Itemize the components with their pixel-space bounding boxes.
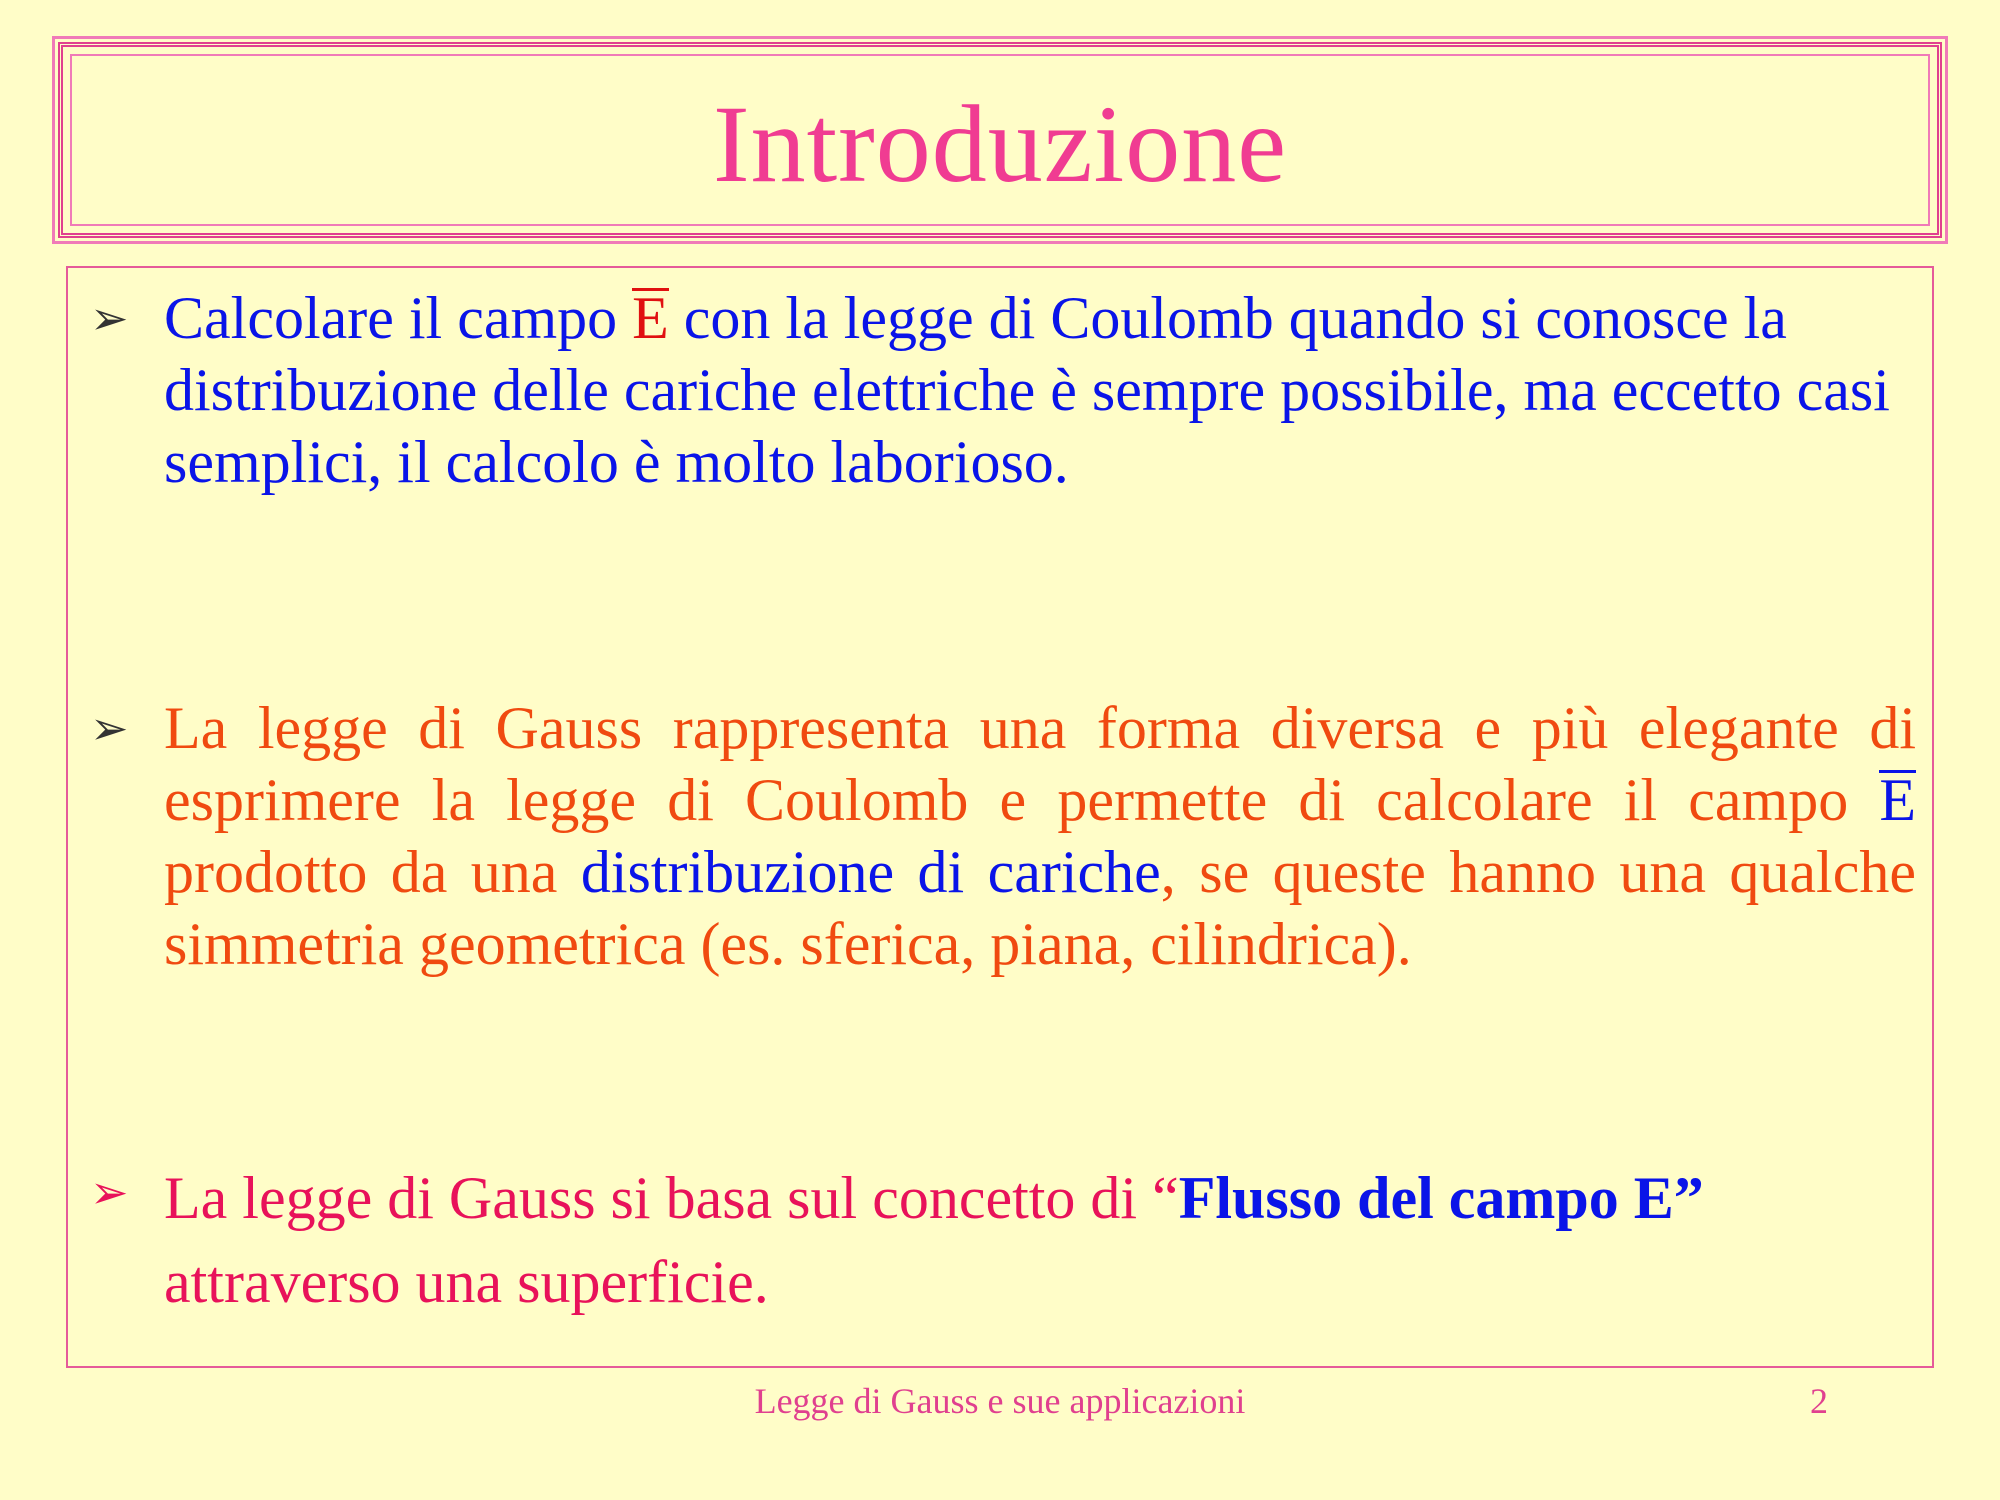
vector-e-symbol: E <box>632 282 669 354</box>
page-number: 2 <box>1810 1381 1828 1421</box>
arrow-bullet-icon: ➢ <box>90 701 129 755</box>
bullet-2-text <box>164 692 1916 980</box>
vector-e-symbol: E <box>1879 764 1916 836</box>
bullet-3-text <box>164 1156 1916 1324</box>
title-frame <box>58 42 1942 238</box>
bullet-1-text <box>164 282 1916 498</box>
bullet-1-part1: Calcolare il campo <box>164 285 633 351</box>
arrow-bullet-icon: ➢ <box>90 1165 129 1219</box>
bullet-3-part2: attraverso una superficie. <box>164 1249 769 1315</box>
bullet-2-part2: prodotto da una <box>164 839 581 905</box>
bullet-2-highlight: distribuzione di cariche <box>580 839 1161 905</box>
bullet-2-part3: , se queste hanno una qualche simmetria geometrica (es. sferica, piana, cilindrica). <box>164 839 1916 977</box>
arrow-bullet-icon: ➢ <box>90 291 129 345</box>
footer-title: Legge di Gauss e sue applicazioni <box>754 1381 1246 1421</box>
bullet-3-highlight: Flusso del campo E” <box>1178 1165 1704 1231</box>
slide-title: Introduzione <box>712 82 1288 205</box>
bullet-3-part1: La legge di Gauss si basa sul concetto di “ <box>164 1165 1179 1231</box>
content-frame <box>66 266 1934 1368</box>
bullet-1-part2: con la legge di Coulomb quando si conosce la distribuzione delle cariche elettriche è sempre possibile, ma eccetto casi semplici, il calcolo è molto laborioso. <box>164 285 1890 495</box>
bullet-2-part1: La legge di Gauss rappresenta una forma diversa e più elegante di esprimere la legge di Coulomb e permette di calcolare il campo <box>164 695 1916 833</box>
